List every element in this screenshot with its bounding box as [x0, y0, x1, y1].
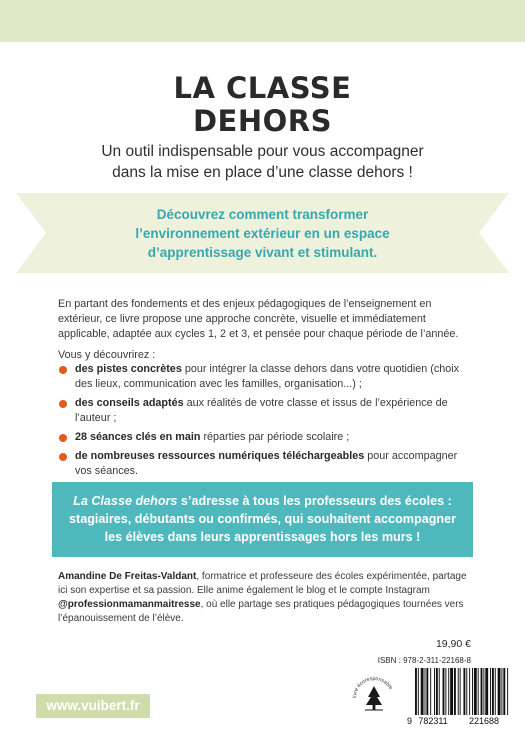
- barcode-bar: [415, 668, 417, 715]
- ribbon-line-2: l’environnement extérieur en un espace: [135, 226, 390, 241]
- website-badge[interactable]: [36, 694, 150, 718]
- barcode-bar: [481, 668, 483, 715]
- author-text-1: , formatrice et professeure des écoles expérimentée, partage ici son expertise et sa passion. Elle anime également le blog et le compte Instagram: [58, 571, 467, 596]
- barcode-bar: [466, 668, 467, 715]
- barcode: [406, 668, 519, 726]
- point-text: pour intégrer la classe dehors dans votre quotidien (choix des lieux, communication avec les familles, organisation...) ;: [75, 363, 460, 390]
- eco-label-text: livre écoresponsable: [351, 675, 394, 699]
- barcode-bar: [463, 668, 465, 715]
- bullet-dot-icon: [59, 453, 67, 461]
- website-link[interactable]: www.vuibert.fr: [46, 698, 140, 713]
- barcode-bars: [415, 668, 508, 715]
- eco-label-tree-icon: [349, 668, 399, 720]
- point-text: réparties par période scolaire ;: [200, 431, 350, 443]
- book-title-italic: La Classe dehors: [73, 494, 178, 508]
- barcode-bar: [434, 668, 435, 715]
- book-title: [0, 72, 525, 138]
- ribbon-line-1: Découvrez comment transformer: [156, 207, 369, 222]
- barcode-bar: [498, 668, 501, 715]
- isbn: ISBN : 978-2-311-22168-8: [377, 656, 471, 665]
- subtitle-line-1: Un outil indispensable pour vous accompagner: [101, 143, 424, 160]
- point-highlight: des conseils adaptés: [75, 397, 184, 409]
- point-text: pour accompagner vos séances.: [75, 450, 458, 477]
- point-highlight: 28 séances clés en main: [75, 431, 201, 443]
- barcode-bar: [495, 668, 496, 715]
- barcode-bar: [436, 668, 438, 715]
- bullet-dot-icon: [59, 366, 67, 374]
- barcode-bar: [430, 668, 431, 715]
- audience-line-2: stagiaires, débutants ou confirmés, qui souhaitent accompagner: [69, 512, 456, 526]
- barcode-bar: [443, 668, 445, 715]
- barcode-bar: [450, 668, 453, 715]
- subtitle: [40, 141, 485, 183]
- price: 19,90 €: [435, 638, 471, 650]
- audience-line-1: [60, 492, 465, 510]
- barcode-bar: [469, 668, 470, 715]
- list-item: [58, 396, 472, 426]
- barcode-bar: [478, 668, 479, 715]
- ribbon-text: [46, 205, 479, 262]
- ribbon-banner: [46, 193, 479, 273]
- subtitle-line-2: dans la mise en place d’une classe dehors !: [112, 164, 413, 181]
- intro-paragraph: En partant des fondements et des enjeux pédagogiques de l’enseignement en extérieur, ce livre propose une approche concrète, visuelle et immédiatement applicable, adaptée aux cycles 1, 2 et 3, et pensée pour chaque période de l’année.: [58, 298, 459, 340]
- barcode-bar: [501, 668, 502, 715]
- audience-text: [60, 492, 465, 546]
- list-item: [58, 430, 472, 445]
- barcode-bar: [458, 668, 459, 715]
- barcode-bar: [426, 668, 428, 715]
- point-highlight: des pistes concrètes: [75, 363, 182, 375]
- barcode-bar: [492, 668, 494, 715]
- audience-line-1-rest: s’adresse à tous les professeurs des écoles :: [177, 494, 452, 508]
- barcode-first-digit: 9: [407, 716, 413, 726]
- title-line-1: LA CLASSE: [173, 71, 352, 105]
- barcode-bar: [418, 668, 419, 715]
- barcode-bar: [474, 668, 477, 715]
- list-item: [58, 362, 472, 392]
- list-item: [58, 449, 472, 479]
- barcode-bar: [448, 668, 449, 715]
- barcode-bar: [445, 668, 446, 715]
- barcode-bar: [425, 668, 426, 715]
- list-lead: Vous y découvrirez :: [58, 349, 156, 361]
- ribbon-line-3: d’apprentissage vivant et stimulant.: [147, 245, 378, 260]
- audience-box: [52, 482, 473, 557]
- instagram-handle: @professionmamanmaitresse: [58, 599, 201, 610]
- bullet-dot-icon: [59, 400, 67, 408]
- barcode-bar: [439, 668, 440, 715]
- top-color-band: [0, 0, 525, 42]
- barcode-bar: [485, 668, 488, 715]
- barcode-bar: [503, 668, 505, 715]
- point-highlight: de nombreuses ressources numériques téléchargeables: [75, 450, 365, 462]
- audience-line-3: les élèves dans leurs apprentissages hors les murs !: [104, 530, 421, 544]
- author-name: Amandine De Freitas-Valdant: [58, 571, 197, 582]
- barcode-bar: [460, 668, 461, 715]
- barcode-bar: [421, 668, 424, 715]
- title-line-2: DEHORS: [192, 104, 333, 138]
- author-bio: [58, 570, 472, 626]
- author-text-2: , où elle partage ses pratiques pédagogiques tournées vers l’épanouissement de l’élève.: [58, 599, 464, 624]
- barcode-bar: [454, 668, 456, 715]
- point-text: aux réalités de votre classe et issus de l’expérience de l’auteur ;: [75, 397, 448, 424]
- barcode-bar: [472, 668, 473, 715]
- barcode-group-2: 221688: [468, 716, 500, 726]
- barcode-bar: [490, 668, 491, 715]
- barcode-bar: [507, 668, 508, 715]
- barcode-bar: [483, 668, 484, 715]
- benefits-list: [58, 362, 472, 483]
- bullet-dot-icon: [59, 434, 67, 442]
- barcode-group-1: 782311: [418, 716, 448, 726]
